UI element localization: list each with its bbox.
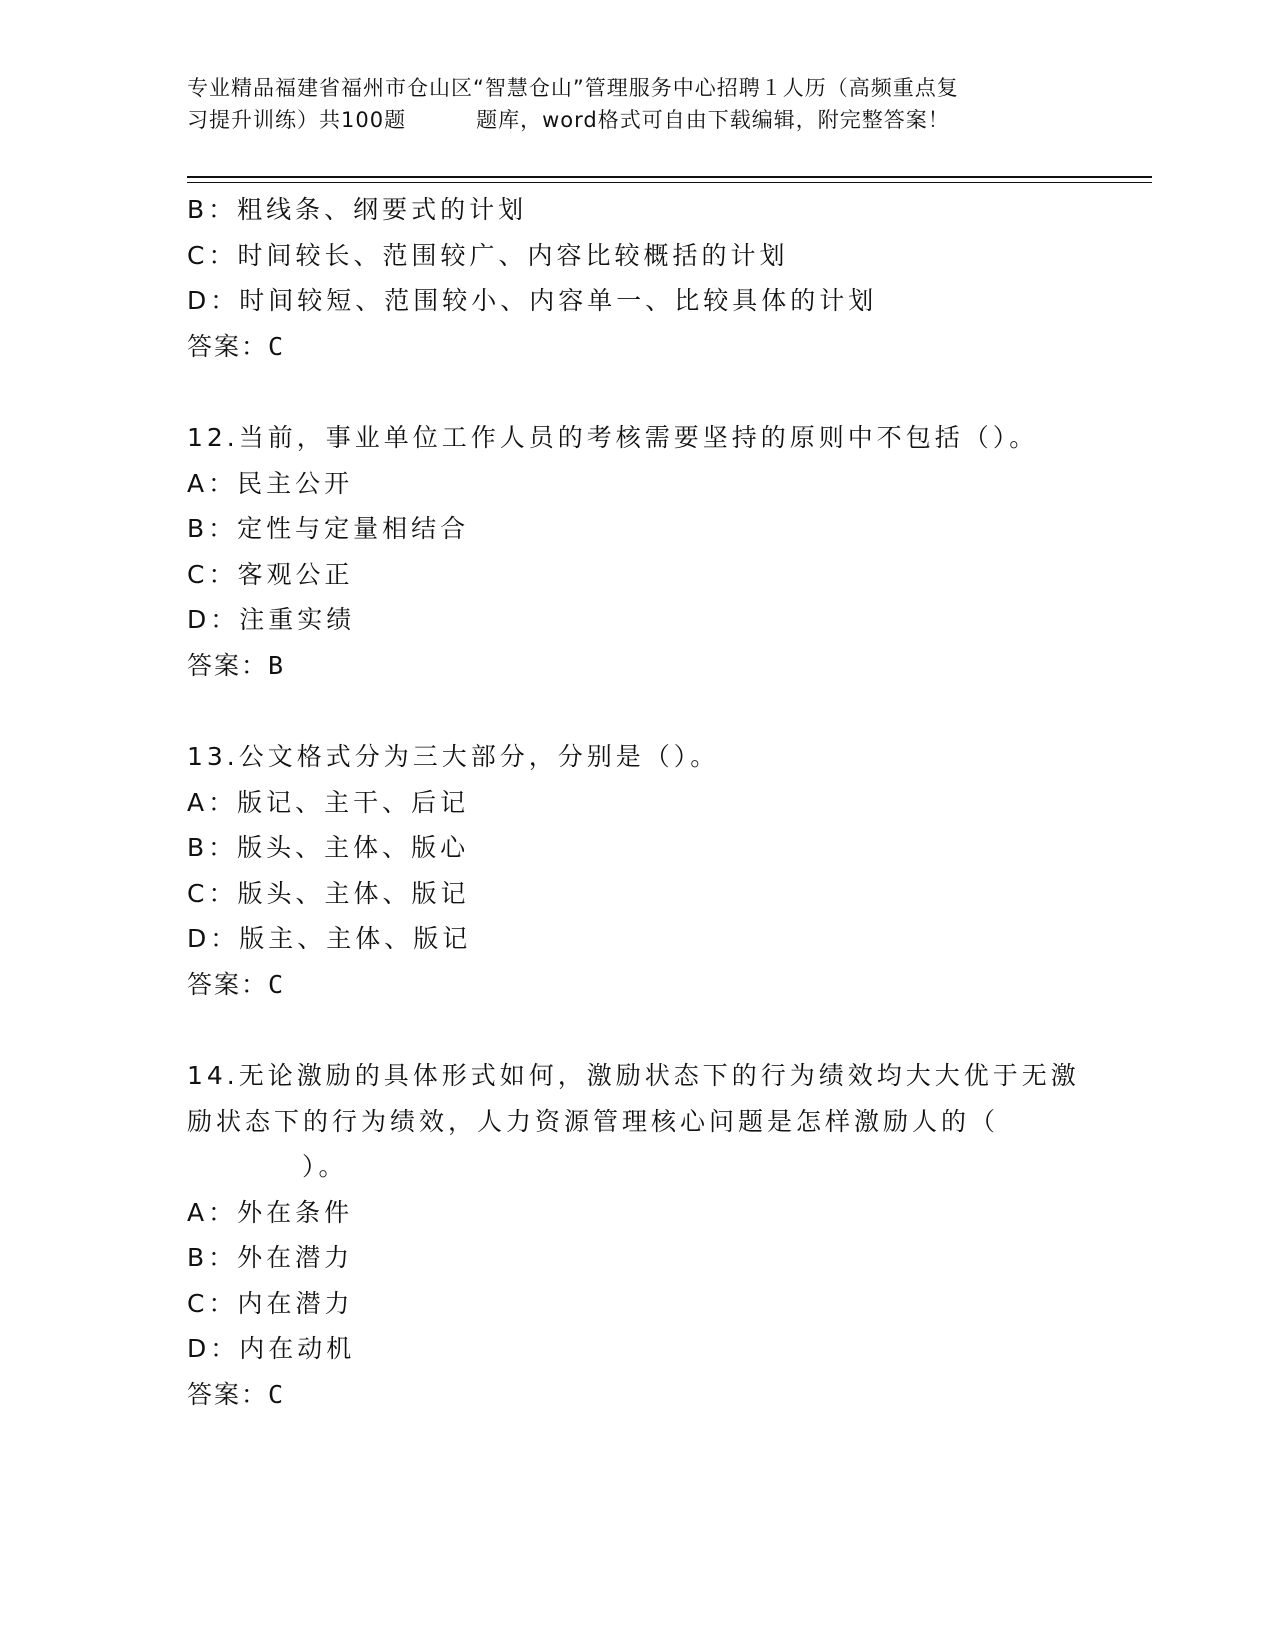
question-stem-line-1: 14.无论激励的具体形式如何，激励状态下的行为绩效均大大优于无激 <box>187 1061 1080 1090</box>
answer-line <box>187 962 1107 1008</box>
question-12 <box>187 415 1107 688</box>
option-c: C：内在潜力 <box>187 1288 354 1318</box>
option-a: A：版记、主干、后记 <box>187 787 470 817</box>
option-c: C：版头、主体、版记 <box>187 878 470 908</box>
question-list <box>187 187 1107 1417</box>
answer-value: C <box>268 969 286 999</box>
option-d: D：注重实绩 <box>187 605 356 634</box>
question-13 <box>187 734 1107 1007</box>
answer-line <box>187 1372 1107 1418</box>
question-stem-line-2: 励状态下的行为绩效，人力资源管理核心问题是怎样激励人的（ <box>187 1106 1000 1136</box>
answer-label: 答案： <box>187 331 269 361</box>
document-header <box>187 72 1087 136</box>
option-a: A：外在条件 <box>187 1197 354 1227</box>
question-stem: 13.公文格式分为三大部分，分别是（）。 <box>187 742 720 771</box>
option-b: B：版头、主体、版心 <box>187 833 470 862</box>
option-c: C：时间较长、范围较广、内容比较概括的计划 <box>187 240 789 270</box>
header-divider-thin <box>187 182 1152 183</box>
answer-line <box>187 324 1107 370</box>
answer-label: 答案： <box>187 650 269 680</box>
answer-value: B <box>268 650 286 680</box>
question-stem: 12.当前，事业单位工作人员的考核需要坚持的原则中不包括（）。 <box>187 423 1039 452</box>
header-title-line-1: 专业精品福建省福州市仓山区“智慧仓山”管理服务中心招聘１人历（高频重点复 <box>187 76 959 100</box>
header-title-line-2 <box>187 104 1087 136</box>
header-title-line-2-part-a: 习提升训练）共100题 <box>187 108 407 132</box>
answer-label: 答案： <box>187 1379 269 1409</box>
answer-label: 答案： <box>187 969 269 999</box>
answer-value: C <box>268 1379 286 1409</box>
option-c: C：客观公正 <box>187 559 354 589</box>
question-stem-line-3: ）。 <box>302 1152 348 1181</box>
header-title-line-2-part-b: 题库，word格式可自由下载编辑，附完整答案！ <box>476 108 950 132</box>
option-b: B：定性与定量相结合 <box>187 514 470 543</box>
answer-value: C <box>268 331 286 361</box>
option-d: D：版主、主体、版记 <box>187 924 472 953</box>
header-divider-thick <box>187 176 1152 178</box>
question-11 <box>187 187 1107 369</box>
option-d: D：时间较短、范围较小、内容单一、比较具体的计划 <box>187 286 878 315</box>
answer-line <box>187 643 1107 689</box>
question-14 <box>187 1053 1107 1417</box>
option-b: B：外在潜力 <box>187 1243 354 1272</box>
option-d: D：内在动机 <box>187 1334 356 1363</box>
option-b: B：粗线条、纲要式的计划 <box>187 195 528 224</box>
option-a: A：民主公开 <box>187 468 354 498</box>
